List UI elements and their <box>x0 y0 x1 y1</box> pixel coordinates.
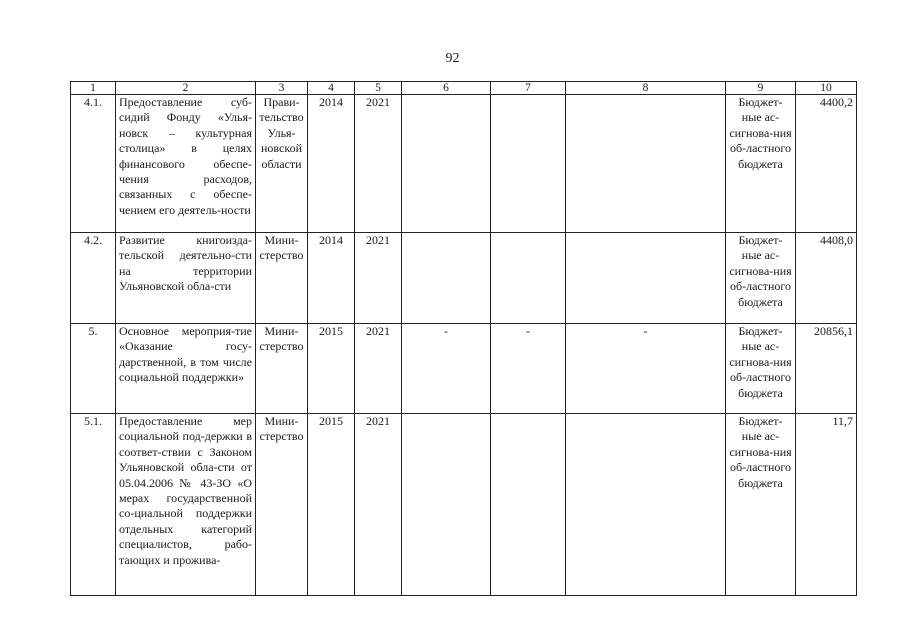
row-number: 5. <box>71 324 116 414</box>
measure-name: Предоставление мер социальной под-держки в соответ-ствии с Законом Ульяновской обла-сти от 05.04.2006 № 43-ЗО «О мерах государственной со-циальной поддержки отдельных категорий специалистов, рабо-тающих и прожива- <box>116 414 256 596</box>
measure-name: Развитие книгоизда-тельской деятельно-сти на территории Ульяновской обла-сти <box>116 233 256 324</box>
row-number: 5.1. <box>71 414 116 596</box>
amount: 4400,2 <box>796 95 857 233</box>
amount: 11,7 <box>796 414 857 596</box>
start-year: 2014 <box>308 95 355 233</box>
col-7-cell <box>491 95 566 233</box>
table-row <box>71 414 857 596</box>
table-row <box>71 233 857 324</box>
col-8-cell <box>566 414 726 596</box>
column-header: 2 <box>116 82 256 95</box>
col-6-cell <box>402 95 491 233</box>
end-year: 2021 <box>355 95 402 233</box>
executor: Мини-стерство <box>256 324 308 414</box>
col-6-cell <box>402 233 491 324</box>
data-table <box>70 81 857 596</box>
column-header: 1 <box>71 82 116 95</box>
row-number: 4.1. <box>71 95 116 233</box>
funding-source: Бюджет-ные ас-сигнова-ния об-ластного бюджета <box>726 95 796 233</box>
start-year: 2015 <box>308 414 355 596</box>
col-7-cell <box>491 233 566 324</box>
funding-source: Бюджет-ные ас-сигнова-ния об-ластного бюджета <box>726 324 796 414</box>
start-year: 2014 <box>308 233 355 324</box>
column-header: 3 <box>256 82 308 95</box>
column-header: 6 <box>402 82 491 95</box>
measure-name: Предоставление суб-сидий Фонду «Улья-новск – культурная столица» в целях финансового обеспе-чения расходов, связанных с обеспе-чением его деятель-ности <box>116 95 256 233</box>
table-row <box>71 324 857 414</box>
col-6-cell: - <box>402 324 491 414</box>
page-number: 92 <box>445 51 460 66</box>
amount: 20856,1 <box>796 324 857 414</box>
funding-source: Бюджет-ные ас-сигнова-ния об-ластного бюджета <box>726 233 796 324</box>
end-year: 2021 <box>355 324 402 414</box>
column-header: 5 <box>355 82 402 95</box>
col-8-cell <box>566 233 726 324</box>
table-row <box>71 95 857 233</box>
executor: Прави-тельство Улья-новской области <box>256 95 308 233</box>
row-number: 4.2. <box>71 233 116 324</box>
column-header: 9 <box>726 82 796 95</box>
end-year: 2021 <box>355 414 402 596</box>
executor: Мини-стерство <box>256 414 308 596</box>
amount: 4408,0 <box>796 233 857 324</box>
end-year: 2021 <box>355 233 402 324</box>
column-header: 4 <box>308 82 355 95</box>
column-header: 8 <box>566 82 726 95</box>
header-row <box>71 82 857 95</box>
col-7-cell: - <box>491 324 566 414</box>
col-7-cell <box>491 414 566 596</box>
executor: Мини-стерство <box>256 233 308 324</box>
start-year: 2015 <box>308 324 355 414</box>
measure-name: Основное мероприя-тие «Оказание госу-дарственной, в том числе социальной поддержки» <box>116 324 256 414</box>
col-8-cell <box>566 95 726 233</box>
column-header: 10 <box>796 82 857 95</box>
column-header: 7 <box>491 82 566 95</box>
col-6-cell <box>402 414 491 596</box>
funding-source: Бюджет-ные ас-сигнова-ния об-ластного бюджета <box>726 414 796 596</box>
col-8-cell: - <box>566 324 726 414</box>
